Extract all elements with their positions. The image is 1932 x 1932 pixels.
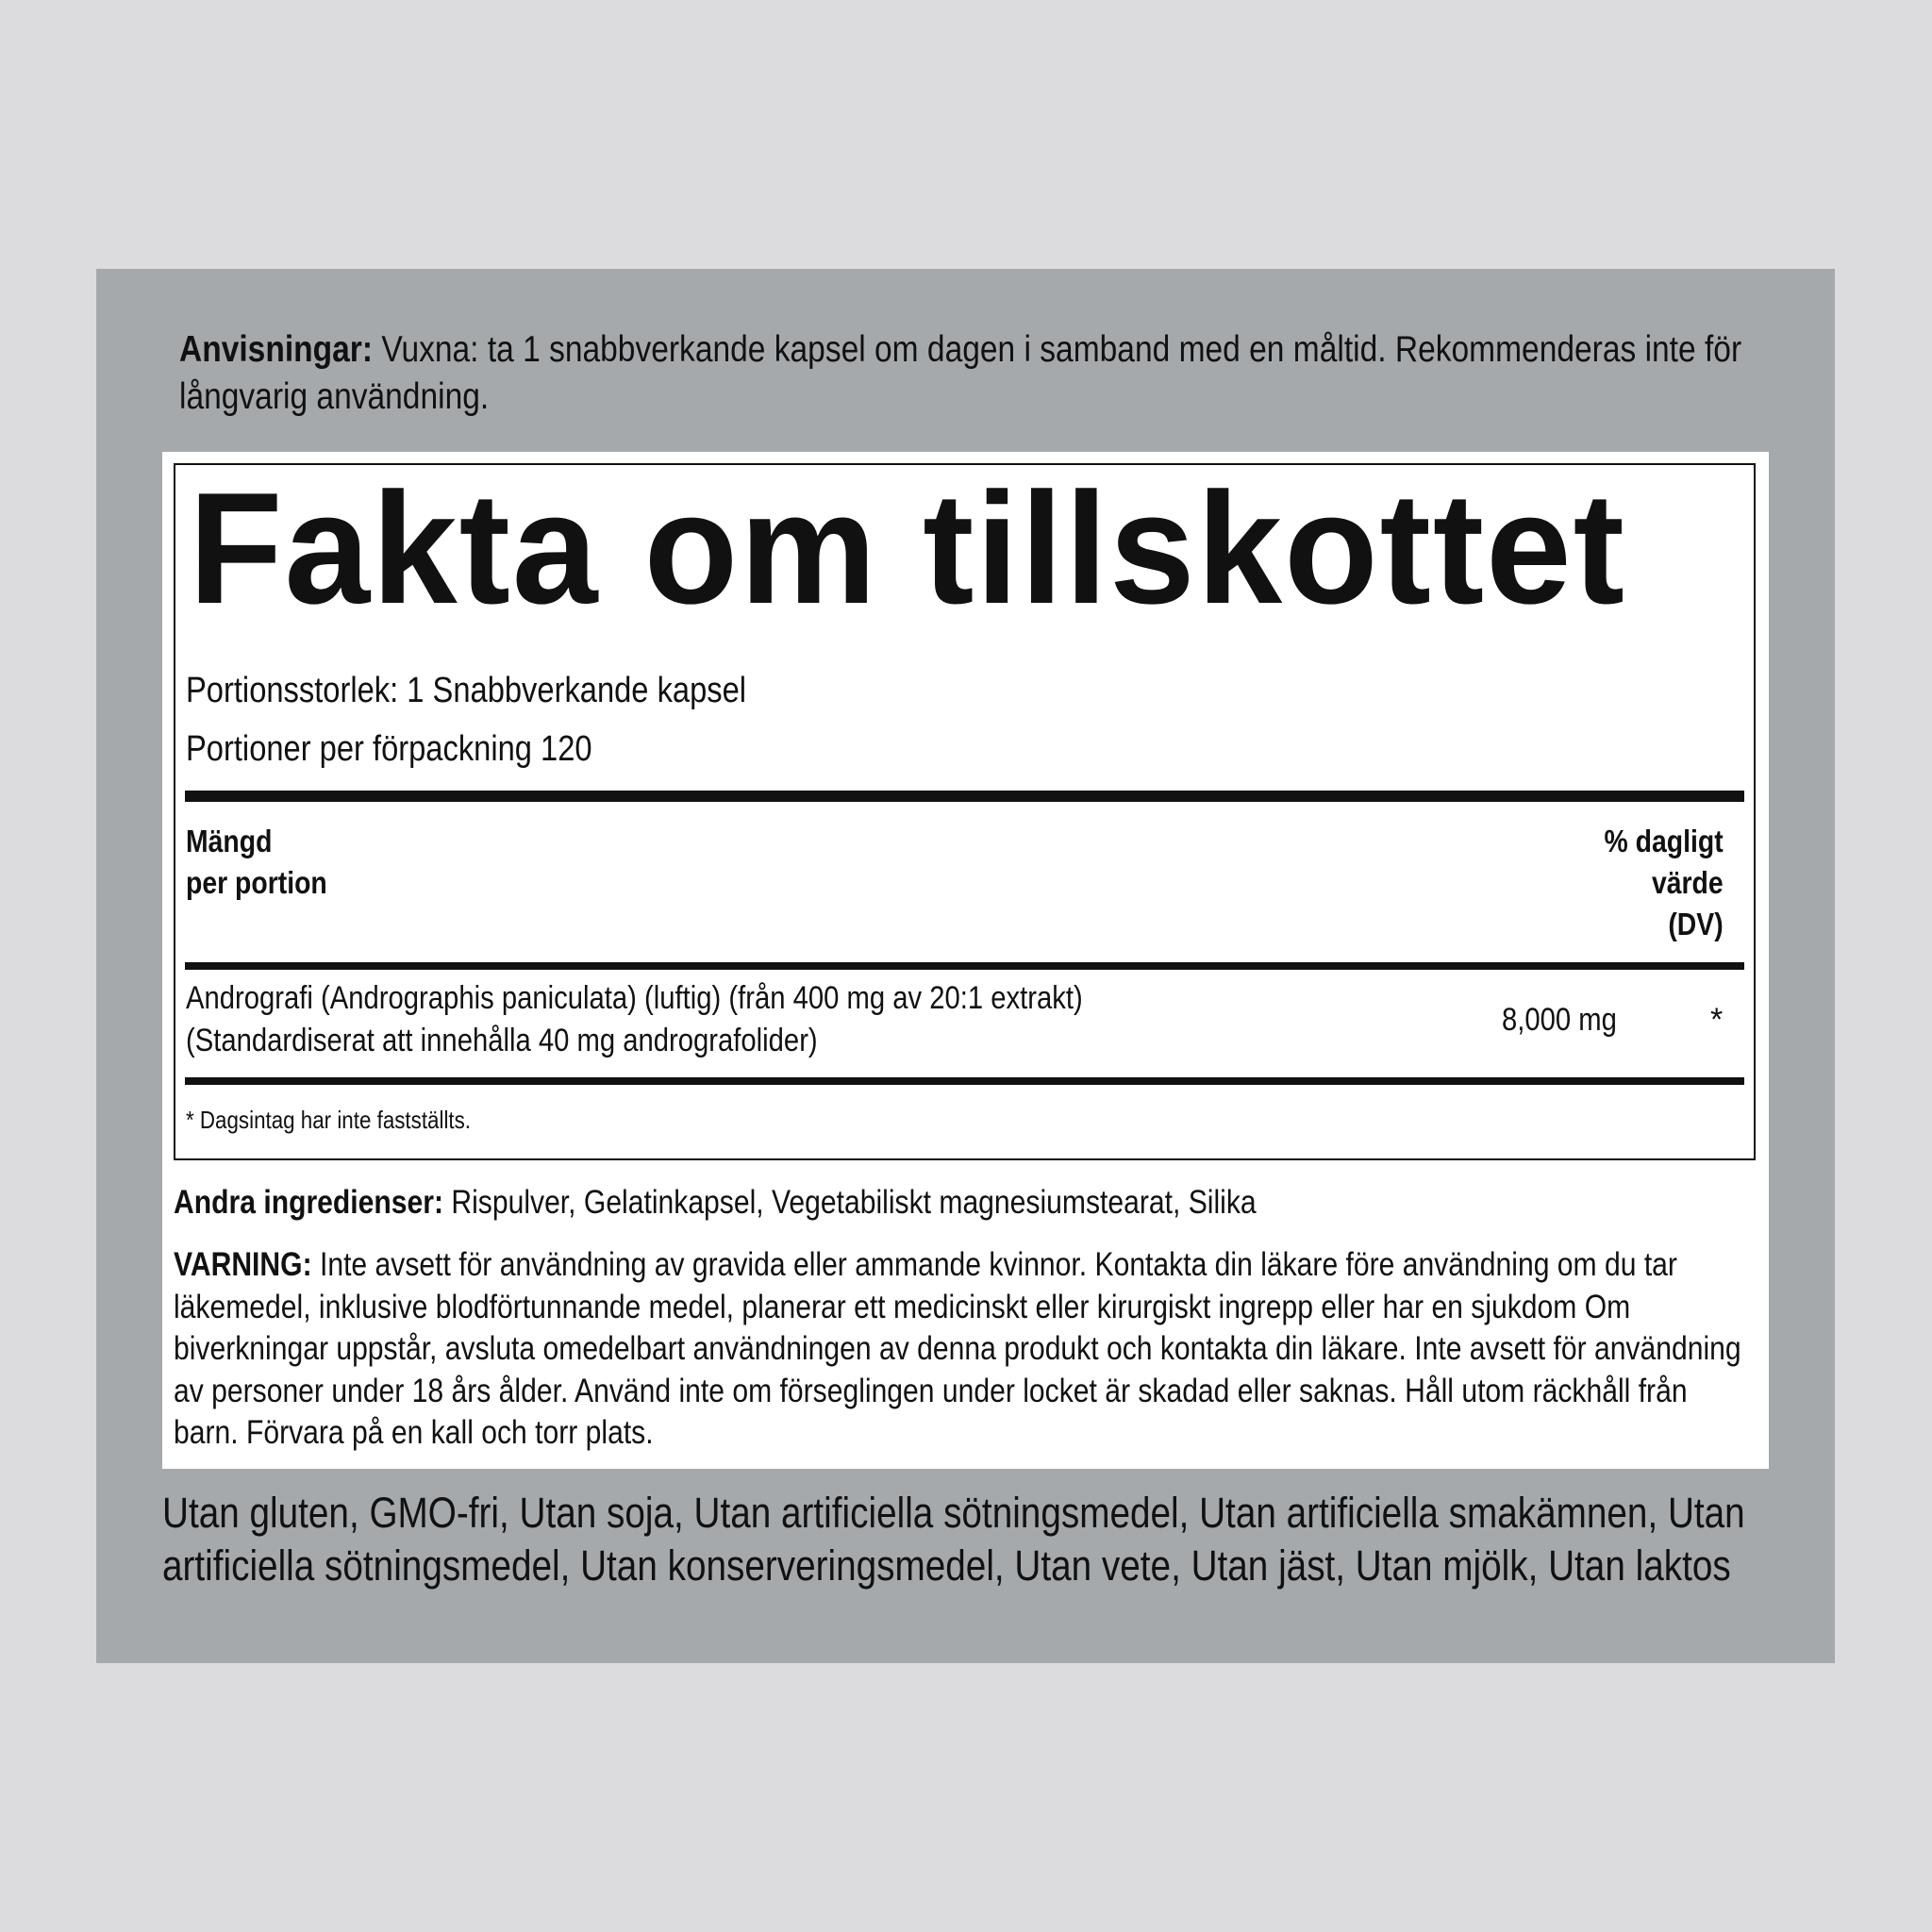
directions-text <box>179 326 1764 421</box>
other-ingredients <box>174 1181 1257 1224</box>
ingredient-dv: * <box>1710 1002 1724 1038</box>
ingredient-line1: Andrografi (Andrographis paniculata) (luftig) (från 400 mg av 20:1 extrakt) <box>186 980 1083 1016</box>
serving-size: Portionsstorlek: 1 Snabbverkande kapsel <box>186 671 747 710</box>
dv-footnote: * Dagsintag har inte fastställts. <box>186 1106 472 1134</box>
servings-per-container: Portioner per förpackning 120 <box>186 729 592 769</box>
thick-divider <box>185 791 1744 802</box>
ingredient-divider <box>185 1077 1744 1085</box>
amount-header <box>186 821 327 904</box>
warning-body: Inte avsett för användning av gravida eller ammande kvinnor. Kontakta din läkare före användning om du tar läkemedel, inklusive blodförtunnande medel, planerar ett medicinskt eller kirurgiskt ingrepp eller har en sjukdom Om biverkningar uppstår, avsluta omedelbart användningen av denna produkt och kontakta din läkare. Inte avsett för användning av personer under 18 års ålder. Använd inte om förseglingen under locket är skadad eller saknas. Håll utom räckhåll från barn. Förvara på en kall och torr plats. <box>174 1246 1741 1451</box>
free-from-claims: Utan gluten, GMO-fri, Utan soja, Utan artificiella sötningsmedel, Utan artificiella smakämnen, Utan artificiella sötningsmedel, Utan konserveringsmedel, Utan vete, Utan jäst, Utan mjölk, Utan laktos <box>162 1489 1745 1590</box>
dv-header-line1: % dagligt <box>1604 824 1724 858</box>
ingredient-amount: 8,000 mg <box>1502 1002 1617 1038</box>
directions-body: Vuxna: ta 1 snabbverkande kapsel om dagen i samband med en måltid. Rekommenderas inte för långvarig användning. <box>179 329 1742 417</box>
directions-label: Anvisningar: <box>179 329 374 370</box>
warning-label: VARNING: <box>174 1246 312 1283</box>
ingredient-line2: (Standardiserat att innehålla 40 mg andrografolider) <box>186 1023 818 1058</box>
facts-title: Fakta om tillskottet <box>189 459 1626 637</box>
header-divider <box>185 962 1744 970</box>
dv-header-line2: värde <box>1652 865 1724 900</box>
warning-text <box>174 1244 1758 1455</box>
dv-header <box>1605 821 1724 945</box>
amount-header-line2: per portion <box>186 865 327 900</box>
other-ingredients-text: Rispulver, Gelatinkapsel, Vegetabiliskt magnesiumstearat, Silika <box>443 1184 1257 1221</box>
ingredient-name <box>186 977 1083 1062</box>
other-ingredients-label: Andra ingredienser: <box>174 1184 444 1221</box>
dv-header-line3: (DV) <box>1668 907 1724 941</box>
amount-header-line1: Mängd <box>186 824 273 858</box>
